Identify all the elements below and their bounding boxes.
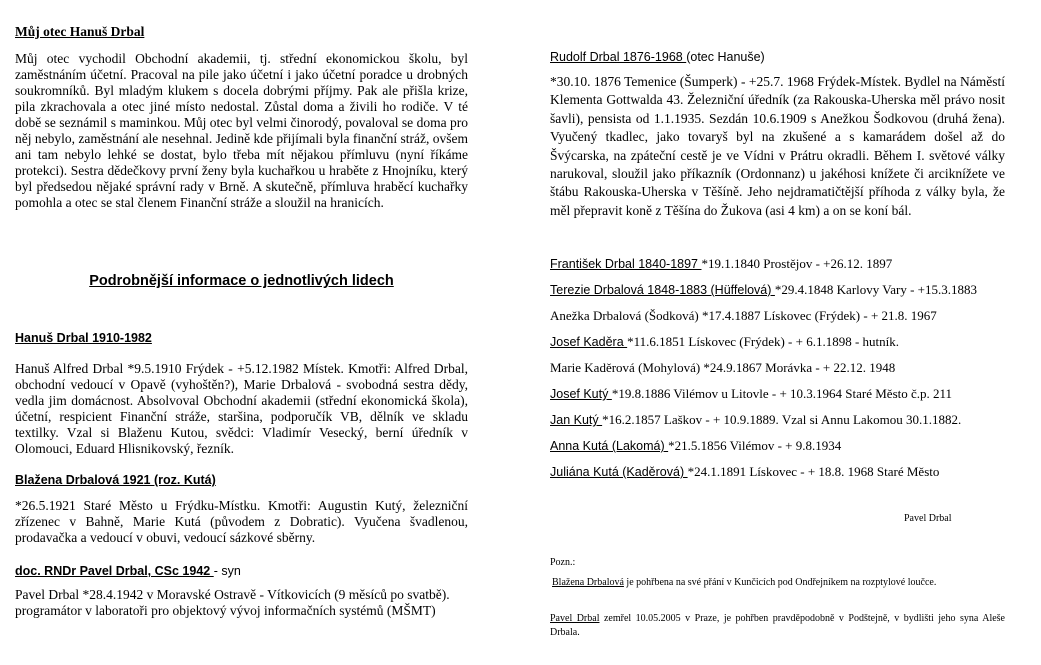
person-name: Terezie Drbalová 1848-1883 (Hüffelová): [550, 283, 775, 297]
pavel-line-2: programátor v laboratoři pro objektový vývoj informačních systémů (MŠMT): [15, 603, 436, 618]
person-details: *11.6.1851 Lískovec (Frýdek) - + 6.1.1898 - hutník.: [627, 334, 900, 349]
person-details: *19.8.1886 Vilémov u Litovle - + 10.3.1964 Staré Město č.p. 211: [611, 386, 953, 401]
person-name: Anna Kutá (Lakomá): [550, 439, 669, 453]
person-line: [550, 360, 895, 376]
person-details: Marie Kaděrová (Mohylová) *24.9.1867 Morávka - + 22.12. 1948: [550, 360, 896, 375]
person-line: [550, 256, 892, 272]
blazena-heading: Blažena Drbalová 1921 (roz. Kutá): [15, 473, 216, 487]
note-1: [552, 576, 1005, 590]
details-heading: Podrobnější informace o jednotlivých lidech: [89, 273, 394, 289]
person-line: [550, 282, 977, 298]
rudolf-paragraph: *30.10. 1876 Temenice (Šumperk) - +25.7. 1968 Frýdek-Místek. Bydlel na Náměstí Klementa Gottwalda 43. Železniční úředník (za Rakouska-Uherska měl právo nosit šavli), pensista od 1.1.1935. Sezdán 10.6.1909 s Anežkou Šodkovou (druhá žena). Vyučený tkadlec, jako tovaryš byl na zkušené a s kamarádem došel až do Švýcarska, na zpáteční cestě je ve Vídni v Prátru okradli. Během I. světové války narukoval, sloužil jako příkazník (Ordonnanz) u jakéhosi knížete či arciknížete ve štábu Rakouska-Uherska v Těšíně. Jeho nejdramatičtější příhoda z války byla, že měl přepravit koně z Těšína do Žukova (asi 4 km) a on se koní bál.: [550, 74, 1005, 218]
person-details: *16.2.1857 Laškov - + 10.9.1889. Vzal si Annu Lakomou 30.1.1882.: [602, 412, 962, 427]
note-2-name: Pavel Drbal: [550, 613, 600, 624]
person-name: Juliána Kutá (Kaděrová): [550, 465, 688, 479]
person-line: [550, 386, 952, 402]
person-details: Anežka Drbalová (Šodková) *17.4.1887 Lískovec (Frýdek) - + 21.8. 1967: [550, 308, 937, 323]
person-name: František Drbal 1840-1897: [550, 257, 702, 271]
rudolf-heading-suffix: (otec Hanuše): [686, 50, 765, 64]
person-details: *19.1.1840 Prostějov - +26.12. 1897: [701, 256, 893, 271]
pavel-heading: [15, 562, 241, 580]
rudolf-heading: [550, 48, 765, 66]
person-details: *24.1.1891 Lískovec - + 18.8. 1968 Staré Město: [687, 464, 940, 479]
blazena-paragraph: *26.5.1921 Staré Město u Frýdku-Místku. Kmotři: Augustin Kutý, železniční zřízenec v Bahně, Marie Kutá (původem z Dobratic). Vyučena švadlenou, prodavačka a vedoucí v obuvi, vedoucí sázkové sběrny.: [15, 498, 468, 545]
person-name: Josef Kaděra: [550, 335, 628, 349]
person-line: [550, 412, 961, 428]
person-line: [550, 438, 841, 454]
person-line: [550, 308, 937, 324]
signature: Pavel Drbal: [904, 513, 952, 524]
person-name: Josef Kutý: [550, 387, 612, 401]
person-details: *21.5.1856 Vilémov - + 9.8.1934: [668, 438, 842, 453]
pavel-heading-name: doc. RNDr Pavel Drbal, CSc 1942: [15, 564, 214, 578]
person-details: *29.4.1848 Karlovy Vary - +15.3.1883: [774, 282, 977, 297]
hanus-heading: Hanuš Drbal 1910-1982: [15, 331, 152, 345]
hanus-paragraph: Hanuš Alfred Drbal *9.5.1910 Frýdek - +5.12.1982 Místek. Kmotři: Alfred Drbal, obchodní vedoucí v Opavě (vyhoštěn?), Marie Drbalová - svobodná sestra dědy, vedla jim domácnost. Absolvoval Obchodní akademii (střední ekonomická škola), účetní, respicient Finanční stráže, staršina, podporučík VB, dělník ve skladu textilky. Vzal si Blaženu Kutou, svědci: Vladimír Vesecký, berní úředník v Olomouci, Eduard Hlisnikovský, řezník.: [15, 361, 468, 456]
person-name: Jan Kutý: [550, 413, 603, 427]
intro-title: Můj otec Hanuš Drbal: [15, 24, 145, 39]
person-line: [550, 334, 899, 350]
note-1-text: je pohřbena na své přání v Kunčicích pod Ondřejníkem na rozptylové loučce.: [623, 577, 937, 588]
pavel-heading-suffix: - syn: [213, 564, 241, 578]
rudolf-heading-name: Rudolf Drbal 1876-1968: [550, 50, 687, 64]
pavel-line-1: Pavel Drbal *28.4.1942 v Moravské Ostravě - Vítkovicích (9 měsíců po svatbě).: [15, 587, 450, 602]
note-2: [550, 612, 1005, 640]
note-2-text: zemřel 10.05.2005 v Praze, je pohřben pravděpodobně v Podštejně, v bydlišti jeho syna Aleše Drbala.: [550, 613, 1005, 638]
note-label: Pozn.:: [550, 557, 576, 568]
person-line: [550, 464, 939, 480]
note-1-name: Blažena Drbalová: [552, 577, 624, 588]
intro-paragraph: Můj otec vychodil Obchodní akademii, tj. střední ekonomickou školu, byl zaměstnáním účetní. Pracoval na pile jako účetní i jako účetní poradce u drobných soukromníků. Byl mladým klukem s docela dobrými příjmy. Pak ale přišla krize, pila zkrachovala a otec jiné místo nedostal. Zůstal doma a živili ho rodiče. V té době se seznámil s maminkou. Můj otec byl velmi činorodý, povaloval se doma pro něj nebylo, zaměstnání ale nesehnal. Jedině kde přijímali byla finanční stráž, ovšem ani tam nebylo lehké se dostat, bylo třeba mít nějakou přímluvu (nyní říkáme protekci). Sestra dědečkovy první ženy byla kuchařkou u hraběte z Hnojníku, který byl předsedou nějaké správní rady v Brně. A skutečně, přímluva hraběcí kuchařky pomohla a otec se stal členem Finanční stráže a sloužil na hranicích.: [15, 51, 468, 210]
